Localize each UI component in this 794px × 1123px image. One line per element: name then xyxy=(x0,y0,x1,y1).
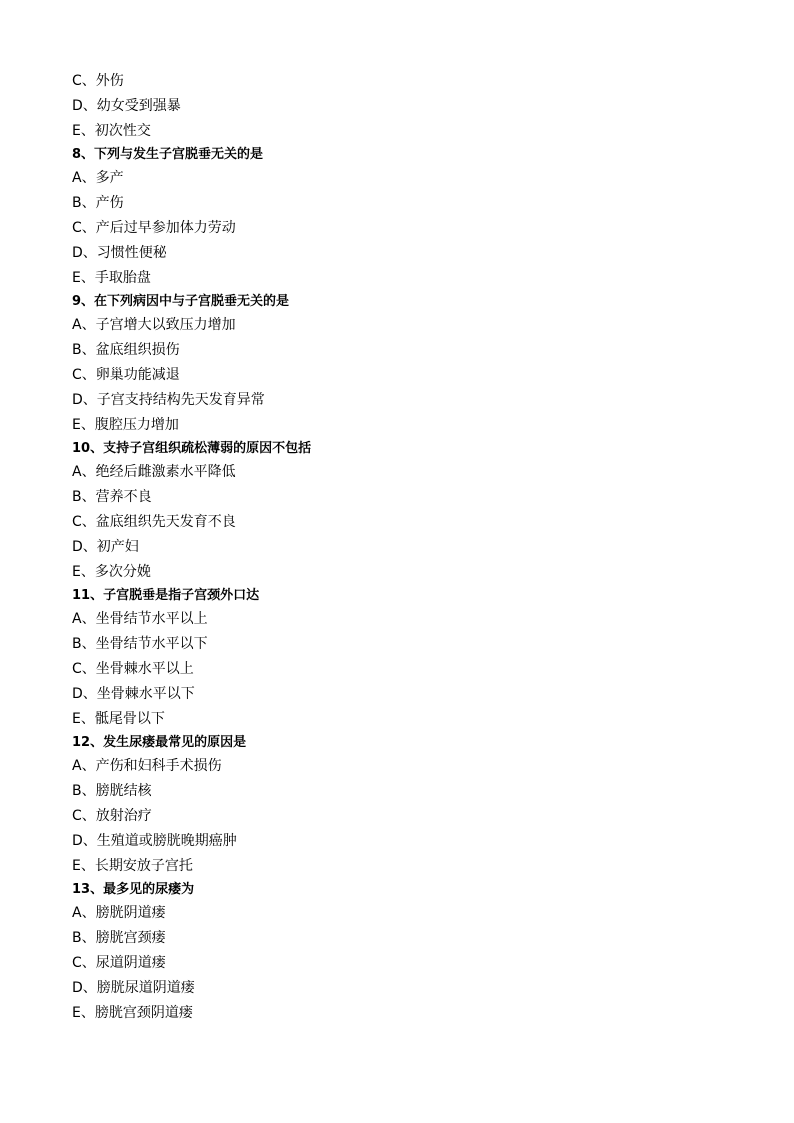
option-d: D、坐骨棘水平以下 xyxy=(72,686,195,702)
option-b: B、坐骨结节水平以下 xyxy=(72,636,208,652)
option-c: C、放射治疗 xyxy=(72,808,152,824)
option-b: B、产伤 xyxy=(72,195,124,211)
question-8: 8、下列与发生子宫脱垂无关的是 xyxy=(72,147,264,162)
option-c: C、产后过早参加体力劳动 xyxy=(72,220,236,236)
option-b: B、营养不良 xyxy=(72,489,152,505)
option-e: E、膀胱宫颈阴道瘘 xyxy=(72,1005,193,1021)
option-d: D、生殖道或膀胱晚期癌肿 xyxy=(72,833,237,849)
option-a: A、绝经后雌激素水平降低 xyxy=(72,464,236,480)
option-e: E、骶尾骨以下 xyxy=(72,711,165,727)
option-a: A、多产 xyxy=(72,170,124,186)
option-d: D、幼女受到强暴 xyxy=(72,98,181,114)
option-a: A、坐骨结节水平以上 xyxy=(72,611,208,627)
option-c: C、尿道阴道瘘 xyxy=(72,955,166,971)
question-11: 11、子宫脱垂是指子宫颈外口达 xyxy=(72,588,260,603)
option-c: C、卵巢功能减退 xyxy=(72,367,180,383)
option-b: B、盆底组织损伤 xyxy=(72,342,180,358)
option-a: A、产伤和妇科手术损伤 xyxy=(72,758,222,774)
option-e: E、初次性交 xyxy=(72,123,151,139)
option-e: E、长期安放子宫托 xyxy=(72,858,193,874)
option-e: E、手取胎盘 xyxy=(72,270,151,286)
option-c: C、坐骨棘水平以上 xyxy=(72,661,194,677)
question-12: 12、发生尿瘘最常见的原因是 xyxy=(72,735,247,750)
option-b: B、膀胱宫颈瘘 xyxy=(72,930,166,946)
option-c: C、盆底组织先天发育不良 xyxy=(72,514,236,530)
option-e: E、腹腔压力增加 xyxy=(72,417,179,433)
option-d: D、习惯性便秘 xyxy=(72,245,167,261)
question-10: 10、支持子宫组织疏松薄弱的原因不包括 xyxy=(72,441,312,456)
option-c: C、外伤 xyxy=(72,73,124,89)
question-13: 13、最多见的尿瘘为 xyxy=(72,882,195,897)
option-d: D、子宫支持结构先天发育异常 xyxy=(72,392,265,408)
option-a: A、子宫增大以致压力增加 xyxy=(72,317,236,333)
option-e: E、多次分娩 xyxy=(72,564,151,580)
option-d: D、初产妇 xyxy=(72,539,139,555)
option-a: A、膀胱阴道瘘 xyxy=(72,905,166,921)
option-d: D、膀胱尿道阴道瘘 xyxy=(72,980,195,996)
option-b: B、膀胱结核 xyxy=(72,783,152,799)
exam-page xyxy=(72,69,752,1026)
question-9: 9、在下列病因中与子宫脱垂无关的是 xyxy=(72,294,290,309)
